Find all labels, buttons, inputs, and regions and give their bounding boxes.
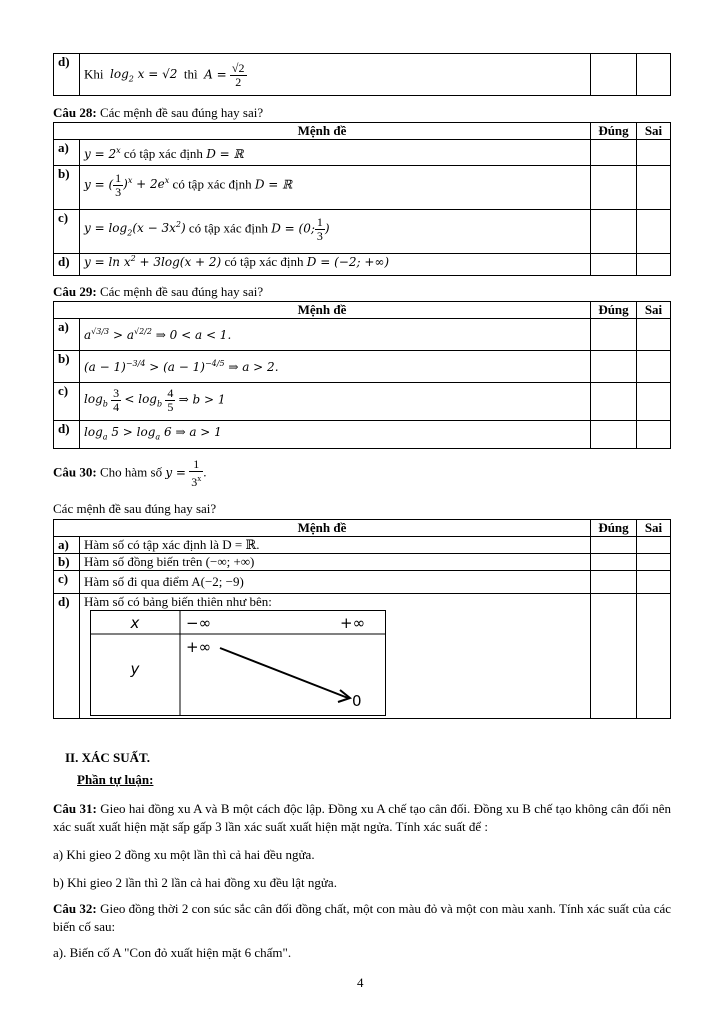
variation-table — [90, 610, 386, 716]
bbt-y-top: +∞ — [186, 638, 212, 656]
false-cell[interactable] — [637, 571, 671, 594]
false-cell[interactable] — [637, 210, 671, 254]
statement: y = ( $\frac{1}{3}$ )$^x + 2e^x$ có tập xác định D = ℝ — [80, 166, 591, 210]
q30-table — [53, 519, 671, 719]
true-cell[interactable] — [591, 537, 637, 554]
bbt-x-left: −∞ — [186, 614, 212, 632]
true-cell[interactable] — [591, 383, 637, 421]
header-true: Đúng — [591, 302, 637, 319]
false-cell[interactable] — [637, 54, 671, 96]
q27-table-tail — [53, 53, 671, 96]
false-cell[interactable] — [637, 537, 671, 554]
true-cell[interactable] — [591, 594, 637, 719]
statement: Hàm số đồng biến trên (−∞; +∞) — [80, 554, 591, 571]
row-label: d) — [54, 594, 80, 719]
header-statement: Mệnh đề — [54, 520, 591, 537]
false-cell[interactable] — [637, 166, 671, 210]
section-title: II. XÁC SUẤT. — [65, 750, 150, 765]
q28-title: Câu 28: Các mệnh đề sau đúng hay sai? — [53, 105, 264, 120]
page-number: 4 — [357, 975, 364, 990]
true-cell[interactable] — [591, 421, 637, 449]
header-false: Sai — [637, 520, 671, 537]
q30-title: Câu 30: Cho hàm số y = $\frac{1}{3^x}$ . — [53, 457, 207, 489]
q30-prompt: Các mệnh đề sau đúng hay sai? — [53, 501, 217, 516]
bbt-x-right: +∞ — [340, 614, 366, 632]
row-label: c) — [54, 210, 80, 254]
statement: $a^{√3/3} > a^{√2/2}$ ⇒ 0 < a < 1. — [80, 319, 591, 351]
q28-table — [53, 122, 671, 276]
q31-b: b) Khi gieo 2 lần thì 2 lần cả hai đồng xu đều lật ngửa. — [53, 875, 337, 890]
row-label: b) — [54, 554, 80, 571]
row-label: c) — [54, 571, 80, 594]
row-label: d) — [54, 54, 80, 96]
bbt-x-label: x — [130, 614, 140, 632]
false-cell[interactable] — [637, 554, 671, 571]
header-false: Sai — [637, 123, 671, 140]
header-statement: Mệnh đề — [54, 302, 591, 319]
false-cell[interactable] — [637, 140, 671, 166]
false-cell[interactable] — [637, 254, 671, 276]
true-cell[interactable] — [591, 54, 637, 96]
statement: Khi $\log_2 x = √2$ thì A = $\frac{√2}{2}$ — [80, 54, 591, 96]
row-label: b) — [54, 166, 80, 210]
statement: Hàm số có tập xác định là D = ℝ. — [80, 537, 591, 554]
bbt-y-label: y — [130, 660, 140, 678]
header-true: Đúng — [591, 520, 637, 537]
q31: Câu 31: Gieo hai đồng xu A và B một cách độc lập. Đồng xu A chế tạo cân đối. Đồng xu B chế tạo không cân đối nên xác suất xuất hiện mặt sấp gấp 3 lần xác suất xuất hiện mặt ngửa. Tính xác suất để : a) Khi gieo 2 đồng xu một lần thì cả hai đều ngửa. b) Khi gieo 2 lần thì 2 lần cả hai đồng xu đều lật ngửa. — [53, 801, 671, 890]
false-cell[interactable] — [637, 383, 671, 421]
q32: Câu 32: Gieo đồng thời 2 con súc sắc cân đối đồng chất, một con màu đỏ và một con màu xanh. Tính xác suất của các biến cố sau: a). Biến cố A "Con đỏ xuất hiện mặt 6 chấm". — [53, 901, 672, 960]
row-label: a) — [54, 140, 80, 166]
false-cell[interactable] — [637, 351, 671, 383]
statement: Hàm số đi qua điểm A(−2; −9) — [80, 571, 591, 594]
q31-a: a) Khi gieo 2 đồng xu một lần thì cả hai đều ngửa. — [53, 847, 315, 862]
true-cell[interactable] — [591, 571, 637, 594]
header-statement: Mệnh đề — [54, 123, 591, 140]
section-subtitle: Phần tự luận: — [77, 772, 154, 787]
row-label: b) — [54, 351, 80, 383]
false-cell[interactable] — [637, 319, 671, 351]
statement: $y = \log_2(x - 3x^2)$ có tập xác định D = (0; $\frac{1}{3}$ ) — [80, 210, 591, 254]
row-label: a) — [54, 319, 80, 351]
true-cell[interactable] — [591, 140, 637, 166]
statement: $(a - 1)^{-3/4} > (a - 1)^{-4/5}$ ⇒ a > 2. — [80, 351, 591, 383]
row-label: d) — [54, 254, 80, 276]
q29-table — [53, 301, 671, 449]
row-label: a) — [54, 537, 80, 554]
statement: Hàm số có bảng biến thiên như bên: x y −∞ +∞ +∞ 0 — [80, 594, 591, 719]
header-false: Sai — [637, 302, 671, 319]
q32-a: a). Biến cố A "Con đỏ xuất hiện mặt 6 chấm". — [53, 945, 292, 960]
row-label: d) — [54, 421, 80, 449]
true-cell[interactable] — [591, 166, 637, 210]
header-true: Đúng — [591, 123, 637, 140]
bbt-y-bottom: 0 — [352, 692, 362, 710]
true-cell[interactable] — [591, 210, 637, 254]
statement: $y = \ln x^2 + 3\log(x + 2)$ có tập xác định D = (−2; +∞) — [80, 254, 591, 276]
row-label: c) — [54, 383, 80, 421]
true-cell[interactable] — [591, 554, 637, 571]
statement: $\log_a 5 > \log_a 6$ ⇒ a > 1 — [80, 421, 591, 449]
true-cell[interactable] — [591, 254, 637, 276]
q29-title: Câu 29: Các mệnh đề sau đúng hay sai? — [53, 284, 264, 299]
statement: $\log_b$ $\frac{3}{4}$ < $\log_b$ $\frac{4}{5}$ ⇒ b > 1 — [80, 383, 591, 421]
false-cell[interactable] — [637, 594, 671, 719]
false-cell[interactable] — [637, 421, 671, 449]
true-cell[interactable] — [591, 351, 637, 383]
statement: $y = 2^x$ có tập xác định D = ℝ — [80, 140, 591, 166]
true-cell[interactable] — [591, 319, 637, 351]
